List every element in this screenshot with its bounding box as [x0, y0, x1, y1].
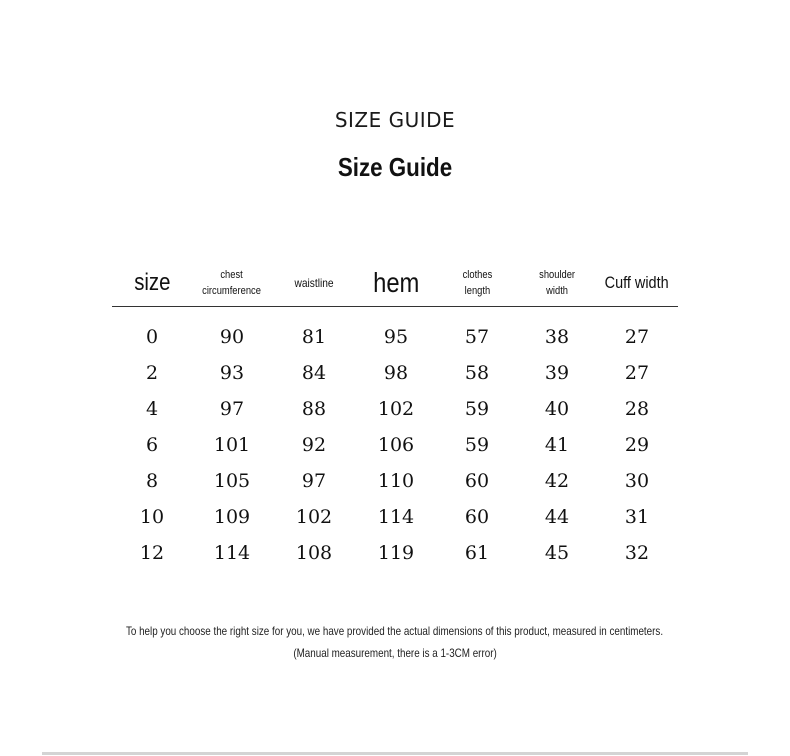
cell-size: 12 [139, 542, 165, 564]
col-header-hem [356, 260, 436, 307]
cell-clothes-length: 59 [464, 434, 490, 456]
cell-waistline: 92 [301, 434, 327, 456]
cell-size: 4 [145, 398, 159, 420]
measurement-note [0, 624, 790, 638]
cell-chest: 101 [213, 434, 251, 456]
size-chart-table [112, 260, 678, 571]
cell-chest: 114 [213, 542, 251, 564]
cell-size: 10 [139, 506, 165, 528]
col-header-chest [192, 260, 272, 307]
bottom-divider [42, 752, 748, 755]
cell-clothes-length: 58 [464, 362, 490, 384]
col-header-chest-label [203, 267, 262, 299]
cell-shoulder-width: 40 [544, 398, 570, 420]
table-row [112, 499, 678, 535]
col-header-shoulder-width-line2: width [546, 285, 568, 297]
cell-shoulder-width: 41 [544, 434, 570, 456]
cell-hem: 106 [377, 434, 415, 456]
col-header-clothes-length-line1: clothes [462, 269, 492, 281]
table-header-row [112, 260, 678, 307]
cell-shoulder-width: 38 [544, 326, 570, 348]
cell-clothes-length: 60 [464, 470, 490, 492]
table-row [112, 427, 678, 463]
cell-size: 6 [145, 434, 159, 456]
col-header-chest-line2: circumference [202, 285, 262, 297]
cell-hem: 98 [383, 362, 409, 384]
cell-chest: 105 [213, 470, 251, 492]
cell-chest: 97 [219, 398, 245, 420]
col-header-size [112, 260, 192, 307]
cell-cuff-width: 30 [624, 470, 650, 492]
col-header-size-label: size [133, 269, 171, 296]
col-header-waistline-label: waistline [294, 276, 334, 290]
col-header-hem-label: hem [372, 267, 420, 298]
cell-chest: 90 [219, 326, 245, 348]
col-header-clothes-length-line2: length [464, 285, 490, 297]
cell-shoulder-width: 44 [544, 506, 570, 528]
col-header-shoulder-width-line1: shoulder [539, 269, 575, 281]
cell-clothes-length: 59 [464, 398, 490, 420]
cell-clothes-length: 61 [464, 542, 490, 564]
cell-waistline: 108 [295, 542, 333, 564]
cell-size: 2 [145, 362, 159, 384]
cell-clothes-length: 60 [464, 506, 490, 528]
table-row [112, 391, 678, 427]
cell-size: 8 [145, 470, 159, 492]
cell-waistline: 88 [301, 398, 327, 420]
cell-hem: 102 [377, 398, 415, 420]
cell-chest: 93 [219, 362, 245, 384]
cell-hem: 114 [377, 506, 415, 528]
col-header-cuff-width [596, 260, 678, 307]
measurement-error-note-text: (Manual measurement, there is a 1-3CM error) [293, 646, 497, 660]
cell-cuff-width: 28 [624, 398, 650, 420]
cell-waistline: 81 [301, 326, 327, 348]
cell-hem: 95 [383, 326, 409, 348]
cell-waistline: 97 [301, 470, 327, 492]
cell-hem: 110 [377, 470, 415, 492]
col-header-cuff-width-label: Cuff width [605, 273, 669, 292]
table-row [112, 307, 678, 356]
cell-shoulder-width: 45 [544, 542, 570, 564]
cell-shoulder-width: 39 [544, 362, 570, 384]
size-guide-subtitle: Size Guide [337, 152, 453, 182]
col-header-waistline [272, 260, 356, 307]
table-row [112, 463, 678, 499]
cell-chest: 109 [213, 506, 251, 528]
cell-cuff-width: 32 [624, 542, 650, 564]
col-header-shoulder-width-label [539, 267, 575, 299]
cell-hem: 119 [377, 542, 415, 564]
cell-cuff-width: 31 [624, 506, 650, 528]
col-header-shoulder-width [518, 260, 596, 307]
col-header-clothes-length [436, 260, 518, 307]
cell-cuff-width: 27 [624, 326, 650, 348]
cell-cuff-width: 27 [624, 362, 650, 384]
cell-waistline: 102 [295, 506, 333, 528]
cell-shoulder-width: 42 [544, 470, 570, 492]
table-row [112, 535, 678, 571]
cell-clothes-length: 57 [464, 326, 490, 348]
size-guide-title: SIZE GUIDE [334, 108, 456, 132]
cell-cuff-width: 29 [624, 434, 650, 456]
col-header-clothes-length-label [462, 267, 492, 299]
col-header-chest-line1: chest [220, 269, 244, 281]
measurement-note-text: To help you choose the right size for you, we have provided the actual dimensions of this product, measured in centimeters. [126, 624, 664, 638]
table-row [112, 355, 678, 391]
measurement-error-note [0, 646, 790, 660]
cell-waistline: 84 [301, 362, 327, 384]
cell-size: 0 [145, 326, 159, 348]
